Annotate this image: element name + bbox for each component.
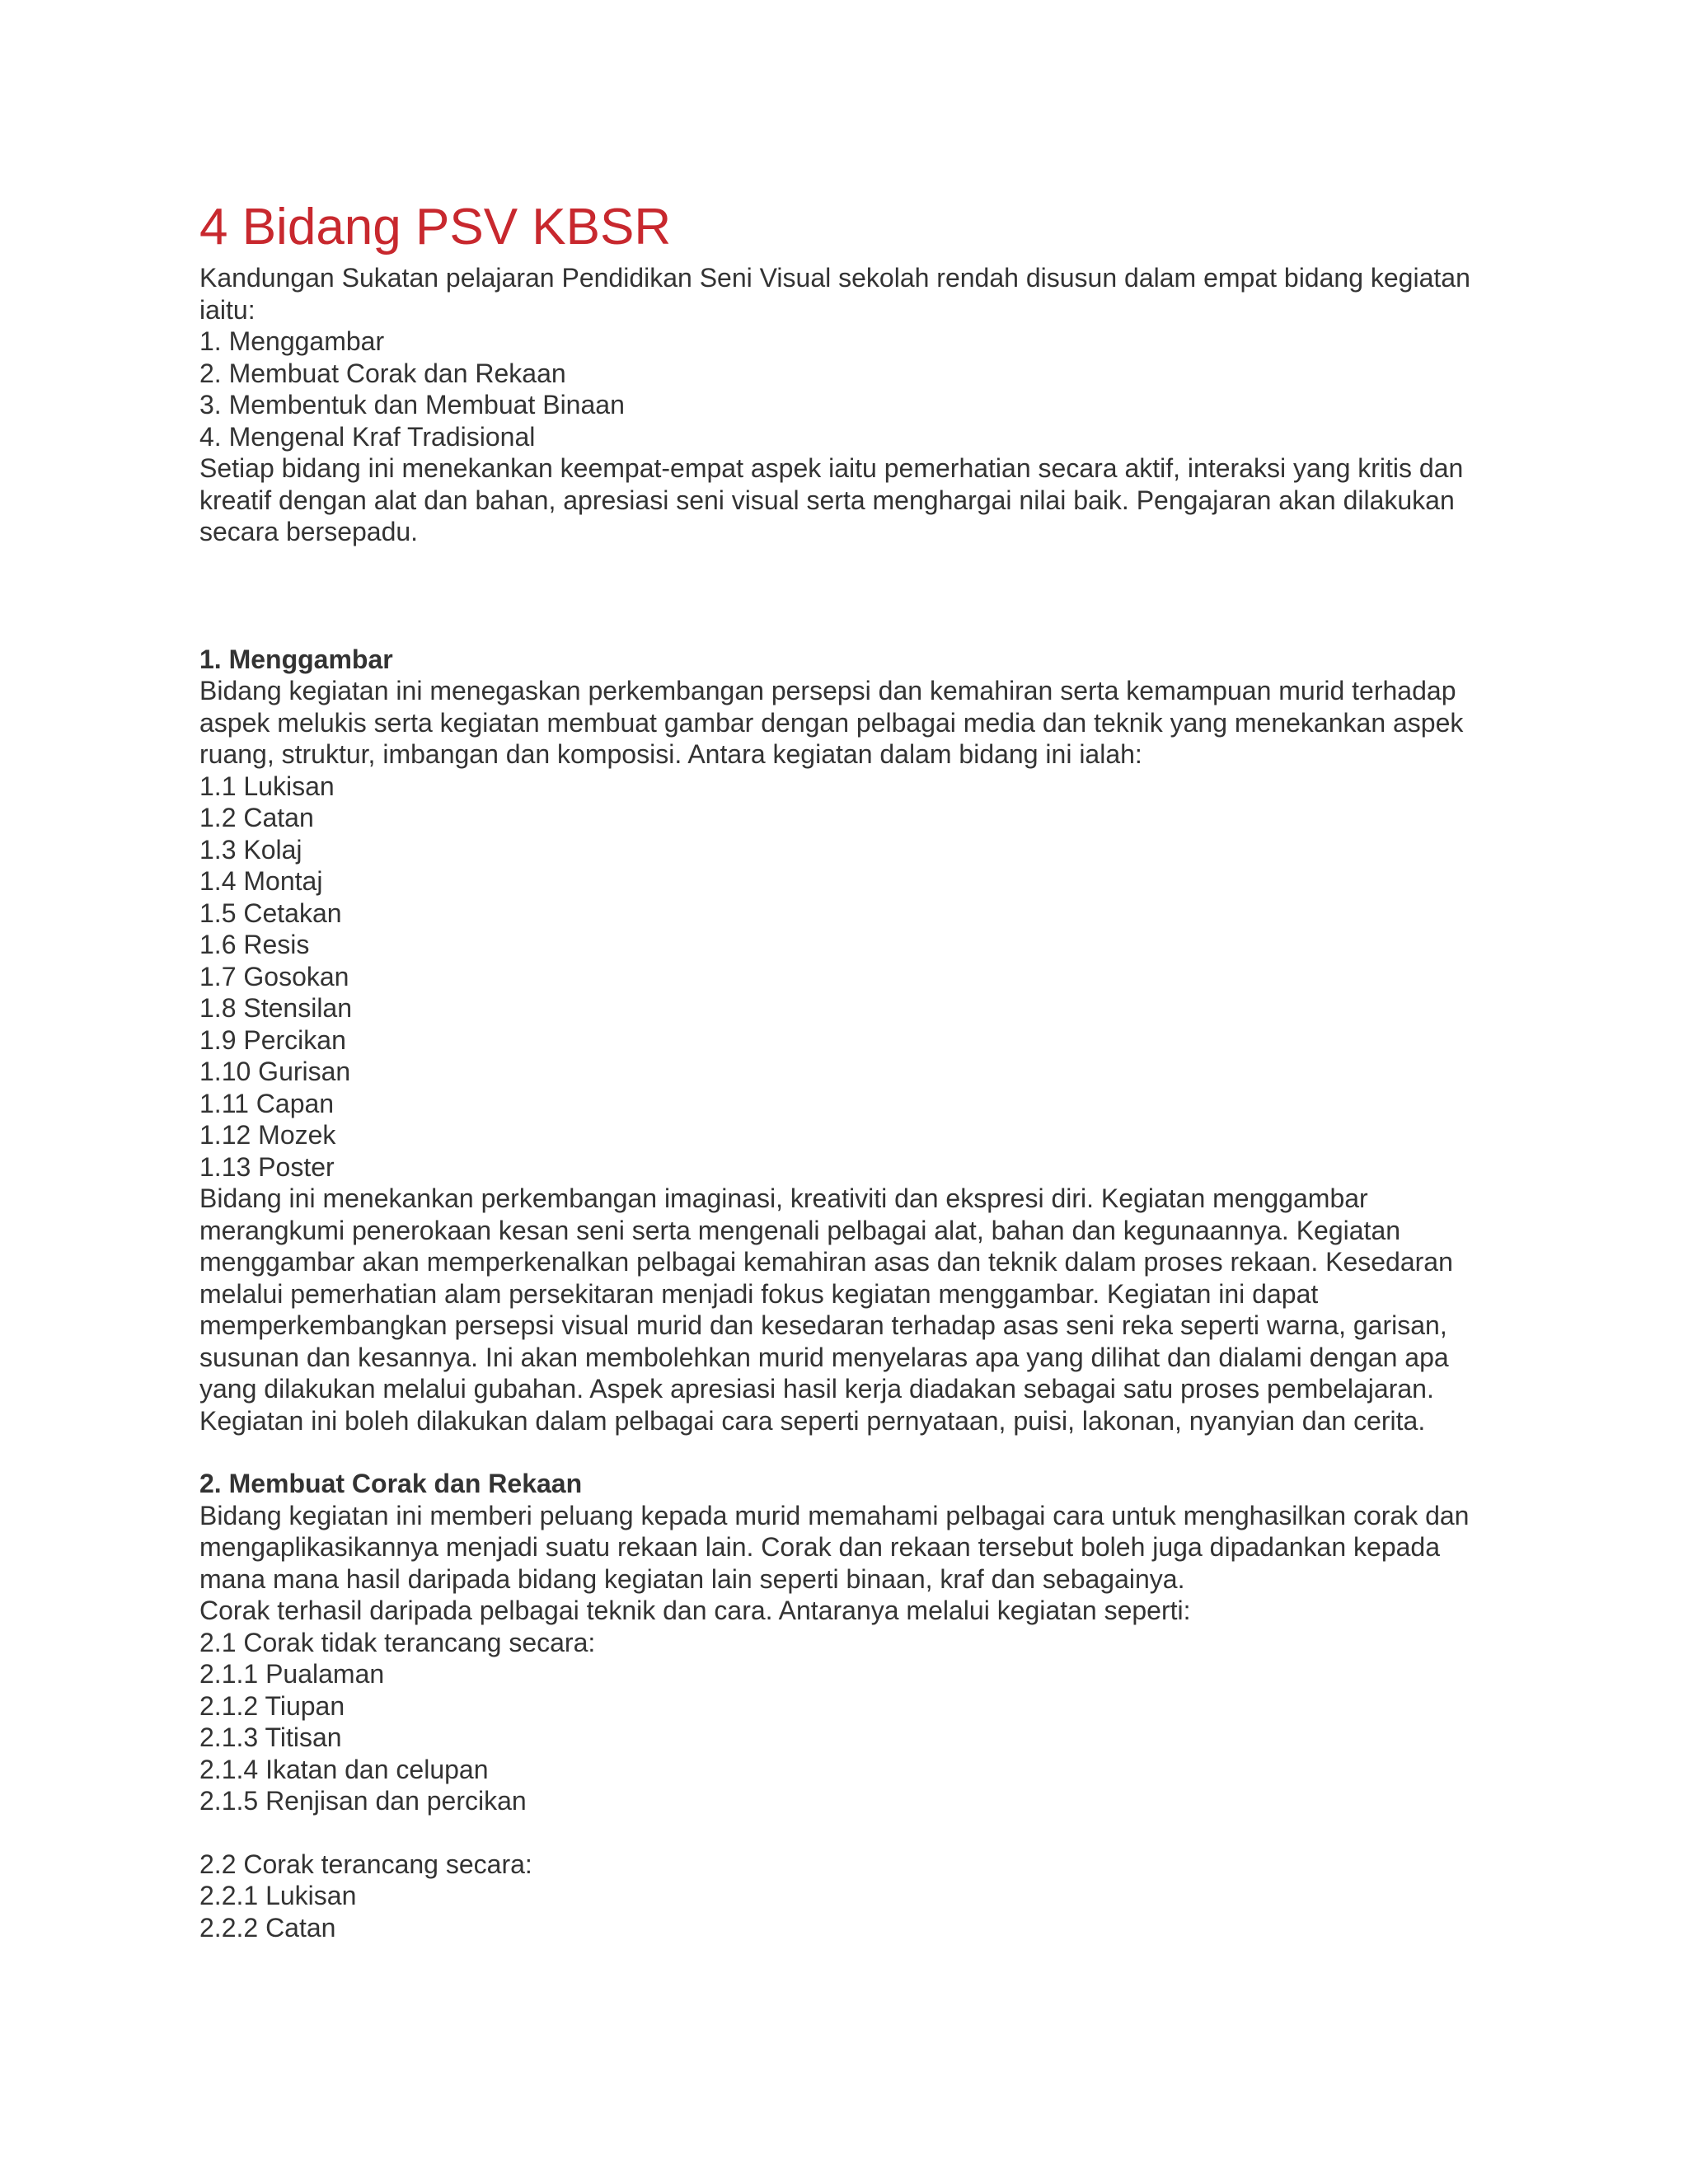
list-item: 1.11 Capan	[199, 1088, 335, 1118]
subsection-label: 2.1 Corak tidak terancang secara:	[199, 1627, 596, 1657]
list-item: 1.12 Mozek	[199, 1120, 336, 1150]
list-item: 2.2.2 Catan	[199, 1912, 336, 1943]
subsection-label: 2.2 Corak terancang secara:	[199, 1849, 532, 1879]
list-item: 1.1 Lukisan	[199, 771, 335, 801]
section-heading-menggambar: 1. Menggambar	[199, 644, 393, 674]
list-item: 1. Menggambar	[199, 326, 385, 356]
list-item: 1.8 Stensilan	[199, 993, 353, 1023]
page-title: 4 Bidang PSV KBSR	[199, 199, 672, 255]
list-item: 4. Mengenal Kraf Tradisional	[199, 421, 536, 452]
list-item: 2.1.5 Renjisan dan percikan	[199, 1786, 527, 1816]
section-heading-corak-rekaan: 2. Membuat Corak dan Rekaan	[199, 1469, 583, 1498]
list-item: 2.1.2 Tiupan	[199, 1690, 345, 1721]
spacer	[199, 548, 1485, 644]
spacer	[199, 1817, 1485, 1849]
list-item: 1.2 Catan	[199, 803, 314, 832]
list-item: 1.7 Gosokan	[199, 961, 349, 991]
list-item: 1.9 Percikan	[199, 1024, 346, 1055]
intro-closing-paragraph: Setiap bidang ini menekankan keempat-empat aspek iaitu pemerhatian secara aktif, interaksi yang kritis dan kreatif dengan alat dan bahan, apresiasi seni visual serta menghargai nilai baik. Pengajaran akan dilakukan secara bersepadu.	[199, 453, 1471, 546]
spacer	[199, 1436, 1485, 1468]
section-paragraph: Corak terhasil daripada pelbagai teknik dan cara. Antaranya melalui kegiatan seperti:	[199, 1596, 1191, 1625]
document-content	[199, 198, 1485, 1943]
list-item: 2.2.1 Lukisan	[199, 1881, 357, 1910]
list-item: 2. Membuat Corak dan Rekaan	[199, 358, 566, 388]
list-item: 1.13 Poster	[199, 1151, 335, 1182]
list-item: 1.3 Kolaj	[199, 834, 302, 865]
list-item: 1.10 Gurisan	[199, 1057, 351, 1086]
list-item: 1.6 Resis	[199, 930, 310, 959]
list-item: 2.1.1 Pualaman	[199, 1659, 385, 1689]
list-item: 1.5 Cetakan	[199, 898, 342, 928]
list-item: 1.4 Montaj	[199, 866, 323, 896]
list-item: 3. Membentuk dan Membuat Binaan	[199, 390, 625, 419]
section-closing-paragraph: Bidang ini menekankan perkembangan imaginasi, kreativiti dan ekspresi diri. Kegiatan menggambar merangkumi penerokaan kesan seni serta mengenali pelbagai alat, bahan dan kegunaannya. Kegiatan menggambar akan memperkenalkan pelbagai kemahiran asas dan teknik dalam proses rekaan. Kesedaran melalui pemerhatian alam persekitaran menjadi fokus kegiatan menggambar. Kegiatan ini dapat memperkembangkan persepsi visual murid dan kesedaran terhadap asas seni reka seperti warna, garisan, susunan dan kesannya. Ini akan membolehkan murid menyelaras apa yang dilihat dan dialami dengan apa yang dilakukan melalui gubahan. Aspek apresiasi hasil kerja diadakan sebagai satu proses pembelajaran. Kegiatan ini boleh dilakukan dalam pelbagai cara seperti pernyataan, puisi, lakonan, nyanyian dan cerita.	[199, 1183, 1461, 1436]
section-paragraph: Bidang kegiatan ini memberi peluang kepada murid memahami pelbagai cara untuk menghasilkan corak dan mengaplikasikannya menjadi suatu rekaan lain. Corak dan rekaan tersebut boleh juga dipadankan kepada mana mana hasil daripada bidang kegiatan lain seperti binaan, kraf dan sebagainya.	[199, 1500, 1477, 1594]
section-paragraph: Bidang kegiatan ini menegaskan perkembangan persepsi dan kemahiran serta kemampuan murid terhadap aspek melukis serta kegiatan membuat gambar dengan pelbagai media dan teknik yang menekankan aspek ruang, struktur, imbangan dan komposisi. Antara kegiatan dalam bidang ini ialah:	[199, 676, 1471, 769]
intro-paragraph: Kandungan Sukatan pelajaran Pendidikan Seni Visual sekolah rendah disusun dalam empat bidang kegiatan iaitu:	[199, 263, 1478, 325]
list-item: 2.1.3 Titisan	[199, 1722, 342, 1752]
list-item: 2.1.4 Ikatan dan celupan	[199, 1754, 489, 1784]
